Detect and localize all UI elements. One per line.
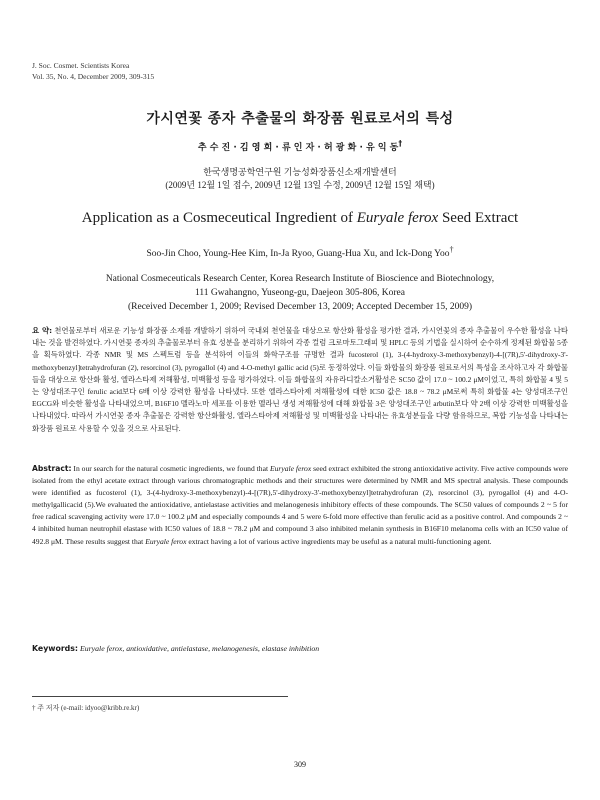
korean-abstract-label: 요 약: — [32, 326, 53, 335]
korean-title: 가시연꽃 종자 추출물의 화장품 원료로서의 특성 — [146, 111, 454, 127]
journal-volume: Vol. 35, No. 4, December 2009, 309-315 — [32, 72, 155, 81]
english-abstract-species1: Euryale ferox — [269, 464, 312, 473]
english-title-main: Application as a Cosmeceutical Ingredient of — [81, 210, 357, 226]
english-abstract-label: Abstract: — [32, 464, 72, 473]
english-affiliation-line2: 111 Gwahangno, Yuseong-gu, Daejeon 305-806, Korea — [194, 288, 405, 298]
english-abstract — [32, 463, 568, 548]
corresponding-mark: † — [398, 139, 403, 148]
english-abstract-part3: extract having a lot of various active ingredients may be useful as a natural multi-functioning agent. — [186, 536, 492, 546]
english-dates: (Received December 1, 2009; Revised December 13, 2009; Accepted December 15, 2009) — [128, 302, 472, 312]
korean-abstract-text: 천연물로부터 새로운 기능성 화장품 소재를 개발하기 위하여 국내외 천연물을 대상으로 항산화 활성을 평가한 결과, 가시연꽃의 종자 추출물이 우수한 활성을 나타내는 것을 발견하였다. 가시연꽃 종자의 추출물로부터 유효 성분을 분리하기 위하여 각종 컬럼 크로마토그래피 및 HPLC 등의 기법을 실시하여 순수하게 정제된 화합물 5종을 획득하였다. 각종 NMR 및 MS 스펙트럼 등을 분석하여 이들의 화학구조를 규명한 결과 fucosterol (1), 3-(4-hydroxy-3-methoxybenzyl)-4-[(7R),5'-dihydroxy-3'-methoxybenzyl]tetrahydrofuran (2), resorcinol (3), pyrogallol (4) and 4-O-methyl gallic acid (5)로 동정하였다. 이들 화합물의 화장품 원료로서의 특성을 조사하고자 각 화합물들을 대상으로 항산화 활성, 엘라스타제 저해활성, 미백활성 등을 평가하였다. 이들 화합물의 자유라디칼소거활성은 SC50 값이 17.0 ~ 100.2 μM이었고, 특히 화합물 4 및 5는 양성대조구인 ferulic acid보다 6배 이상 강력한 활성을 나타냈다. 또한 엘라스타아제 저해활성에 대한 IC50 값은 18.8 ~ 78.2 μM로써 특히 화합물 4는 양성대조구인 EGCG와 비슷한 활성을 나타내었으며, B16F10 멜라노마 세포를 이용한 멜라닌 생성 저해활성에 대해 화합물 3은 양성대조구인 arbutin보다 약 2배 이상 강력한 미백활성을 나타내었다. 따라서 가시연꽃 종자 추출물은 강력한 항산화활성, 엘라스타아제 저해활성 및 미백활성을 나타내는 유효성분들을 다량 함유하므로, 복합 기능성을 나타내는 화장품 원료로 사용할 수 있을 것으로 사료된다. — [32, 326, 568, 433]
footnote: † 주 저자 (e-mail: idyoo@kribb.re.kr) — [32, 704, 140, 712]
korean-affiliation: 한국생명공학연구원 기능성화장품신소재개발센터 — [203, 167, 397, 177]
english-abstract-part1: In our search for the natural cosmetic ingredients, we found that — [73, 464, 270, 473]
korean-dates: (2009년 12월 1일 접수, 2009년 12월 13일 수정, 2009년 12월 15일 채택) — [165, 180, 435, 190]
english-abstract-species2: Euryale ferox — [145, 536, 187, 546]
korean-author-names: 추 수 진 · 김 영 희 · 류 인 자 · 허 광 화 · 유 익 동 — [197, 143, 399, 153]
journal-name: J. Soc. Cosmet. Scientists Korea — [32, 61, 130, 70]
footnote-divider — [32, 696, 288, 697]
keywords-text: Euryale ferox, antioxidative, antielastase, melanogenesis, elastase inhibition — [79, 644, 320, 653]
english-affiliation-block — [20, 272, 580, 314]
english-author-names: Soo-Jin Choo, Young-Hee Kim, In-Ja Ryoo, Guang-Hua Xu, and Ick-Dong Yoo — [146, 249, 450, 260]
english-corresponding-mark: † — [449, 245, 454, 254]
english-title — [0, 210, 600, 227]
korean-authors — [0, 139, 600, 153]
korean-abstract — [32, 325, 568, 435]
journal-header — [32, 60, 154, 82]
english-title-end: Seed Extract — [438, 210, 519, 226]
english-abstract-part2: seed extract exhibited the strong antioxidative activity. Five active compounds were isolated from the ethyl acetate extract through various chromatographic methods and their structures were determined by NMR and MS spectral analysis. These compounds were identified as fucosterol (1), 3-(4-hydroxy-3-methoxybenzyl)-4-[(7R),5'-dihydroxy-3'-methoxybenzyl]tetrahydrofuran (2), resorcinol (3), pyrogallol (4) and 4-O-methylgallicacid (5).We evaluated the antioxidative, antielastase activities and melanogenesis inhibitory effects of these compounds. The SC50 values of compounds 2 ~ 5 for free radical scavenging activity were 17.0 ~ 100.2 μM and especially compounds 4 and 5 were 6-fold more effective than ferulic acid as a positive control. And compounds 2 ~ 4 inhibited human neutrophil elastase with IC50 values of 18.8 ~ 78.2 μM and compound 3 also inhibited melanin synthesis in B16F10 melanoma cells with an IC50 value of 492.8 μM. These results suggest that — [32, 464, 568, 546]
keywords — [32, 644, 568, 653]
korean-affiliation-block — [0, 166, 600, 192]
english-title-species: Euryale ferox — [356, 210, 439, 226]
page-number: 309 — [294, 760, 306, 769]
keywords-label: Keywords: — [32, 644, 79, 653]
english-affiliation-line1: National Cosmeceuticals Research Center, Korea Research Institute of Bioscience and Biotechnology, — [105, 274, 495, 284]
english-authors — [0, 245, 600, 259]
